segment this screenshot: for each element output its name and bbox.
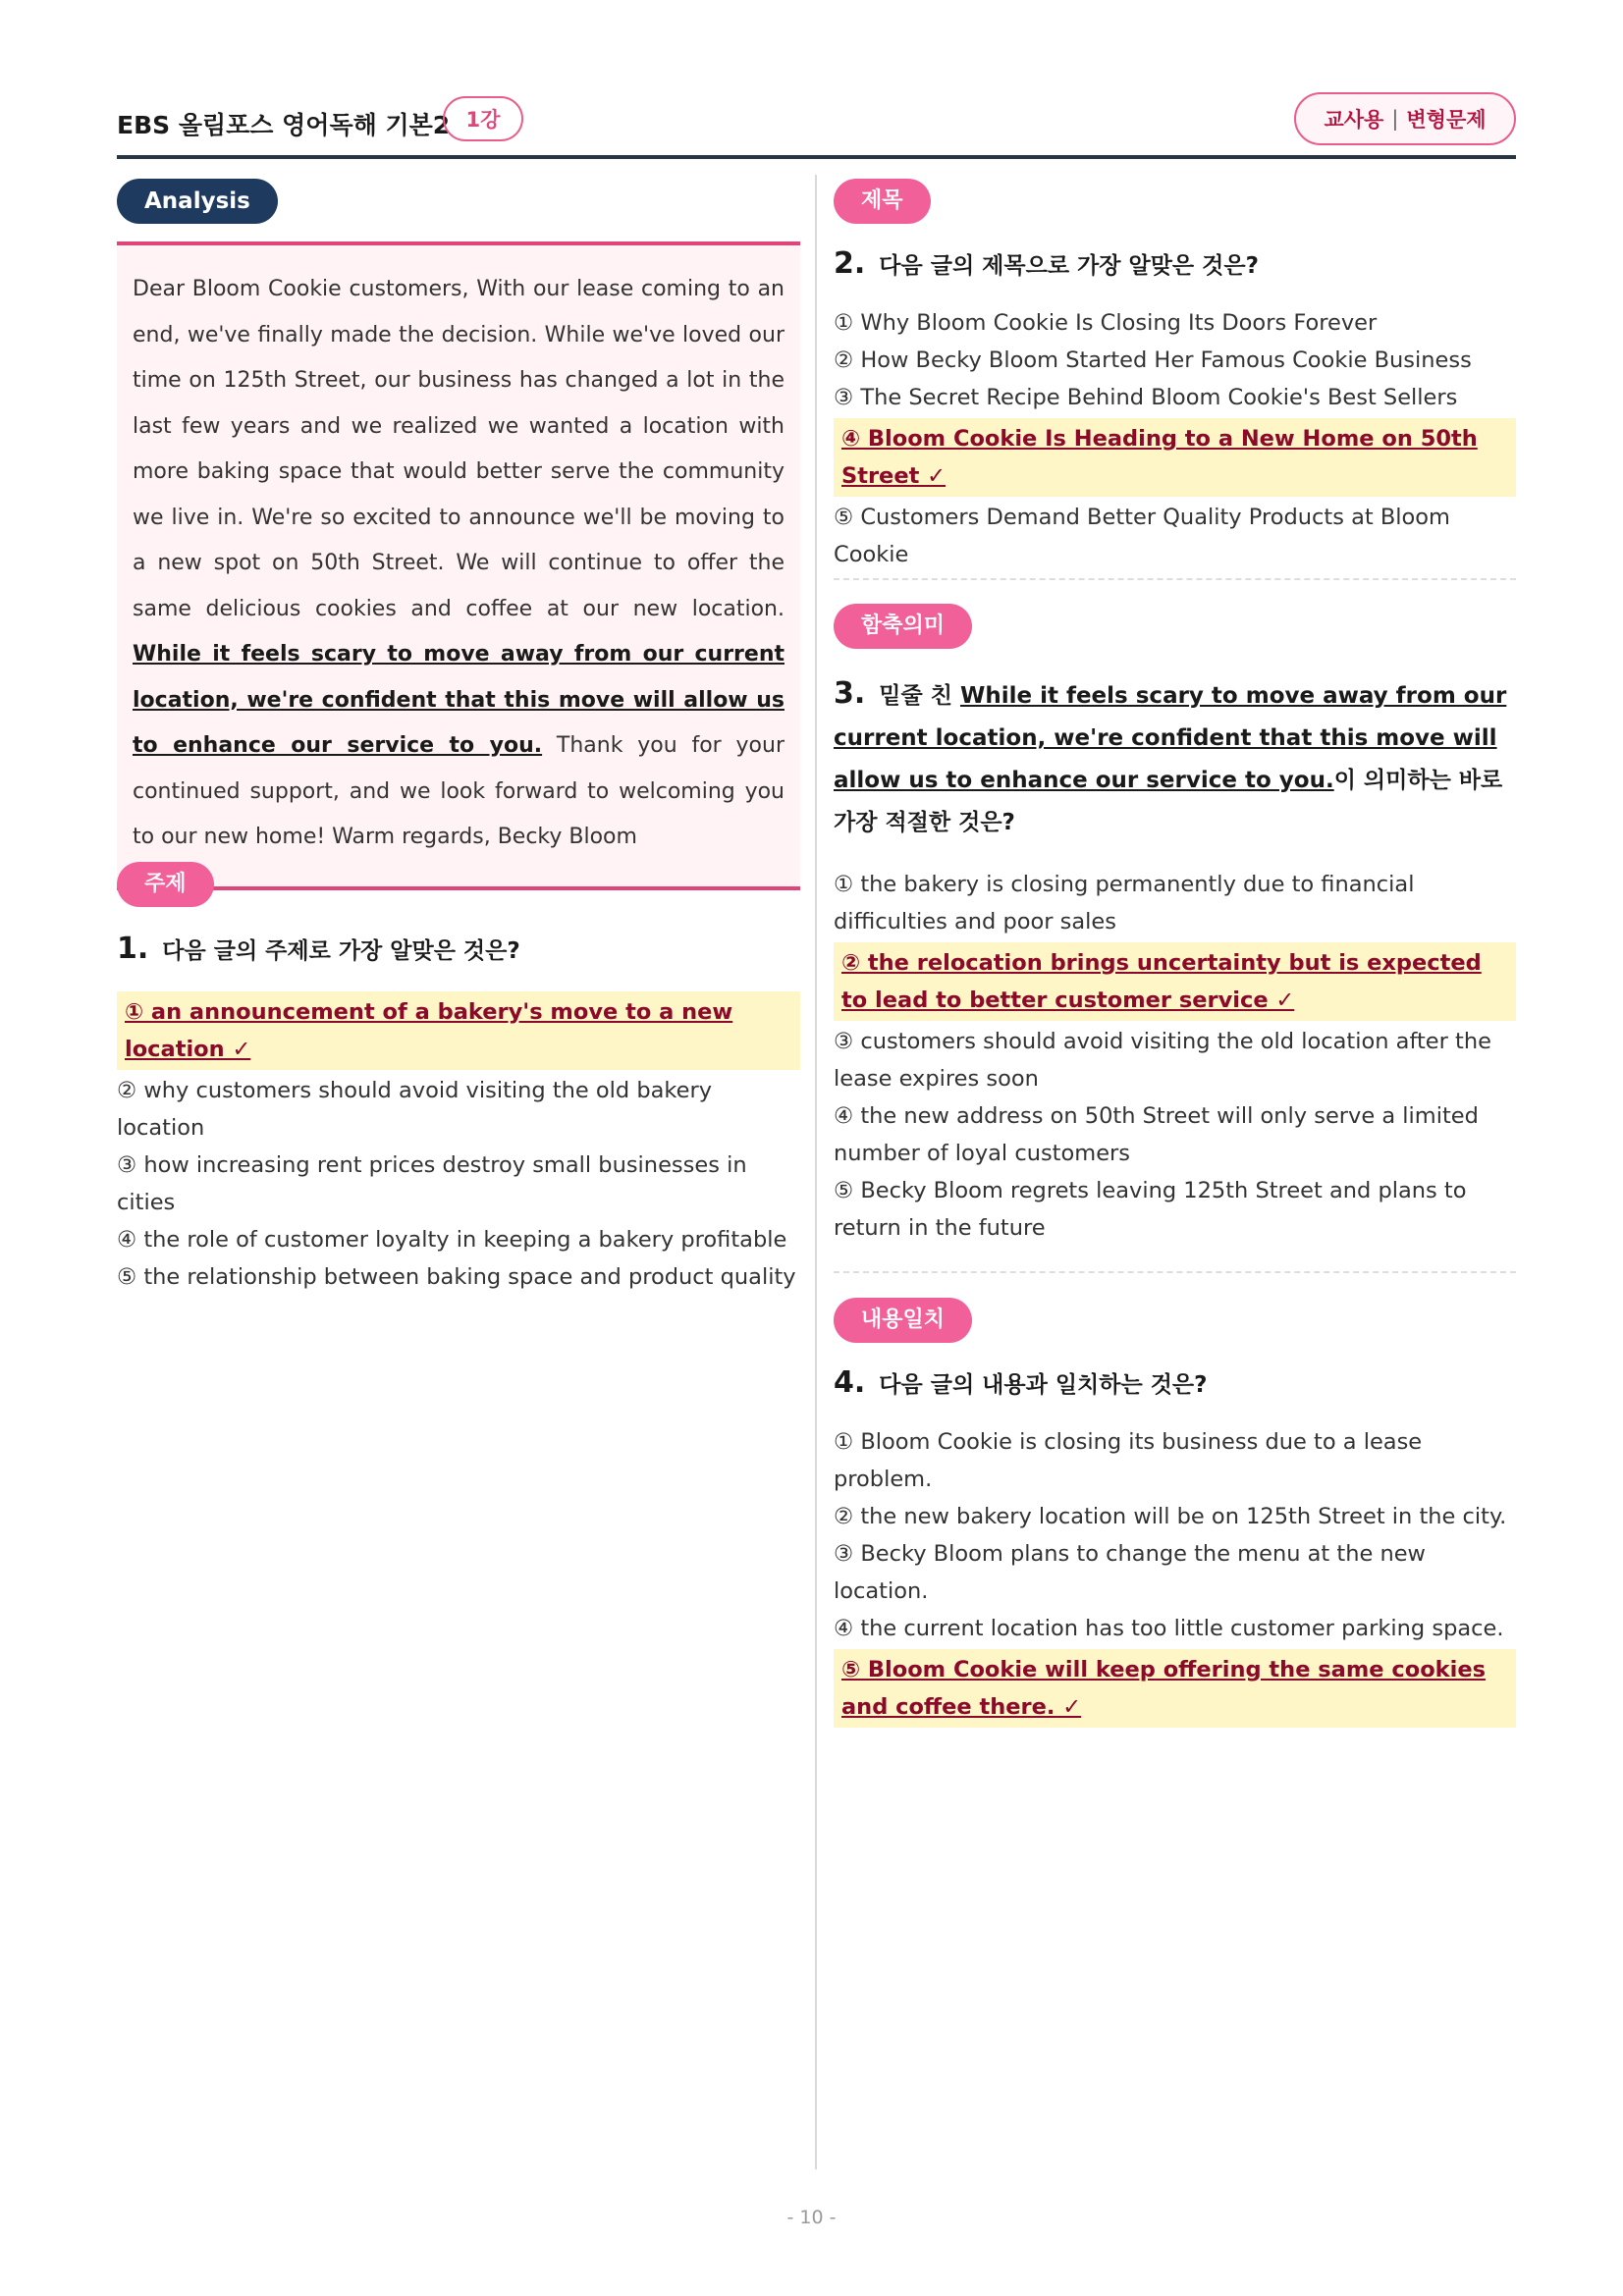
choice: ⑤ the relationship between baking space and product quality: [117, 1264, 796, 1290]
choice: ③ The Secret Recipe Behind Bloom Cookie's Best Sellers: [834, 385, 1458, 410]
question-text: 다음 글의 내용과 일치하는 것은?: [879, 1372, 1208, 1398]
question-1: [117, 862, 800, 1296]
book-title: EBS 올림포스 영어독해 기본2: [117, 111, 451, 139]
choice: ② How Becky Bloom Started Her Famous Cookie Business: [834, 347, 1472, 373]
question-tag: 주제: [117, 862, 214, 907]
choice-correct: ② the relocation brings uncertainty but is expected to lead to better customer service ✓: [834, 942, 1516, 1021]
choice-list: [834, 1423, 1516, 1728]
choice: ② why customers should avoid visiting the old bakery location: [117, 1078, 713, 1141]
edition-label: 교사용: [1324, 108, 1384, 132]
edition-badge: [1294, 92, 1516, 145]
question-text-post: 이 의미하는 바로 가장 적절한 것은?: [834, 768, 1503, 835]
column-divider: [815, 175, 817, 2169]
question-heading: [834, 1366, 1516, 1402]
choice-list: [834, 304, 1516, 573]
edition-type: 변형문제: [1406, 108, 1487, 132]
choice: ④ the new address on 50th Street will only serve a limited number of loyal customers: [834, 1103, 1479, 1166]
question-number: 3.: [834, 676, 866, 711]
question-heading: [834, 247, 1516, 283]
question-4: [834, 1298, 1516, 1730]
section-divider: [834, 578, 1516, 580]
choice: ① the bakery is closing permanently due to financial difficulties and poor sales: [834, 872, 1415, 934]
question-tag: 제목: [834, 179, 931, 224]
section-divider: [834, 1271, 1516, 1273]
choice-list: [834, 866, 1516, 1247]
choice-correct: ① an announcement of a bakery's move to a new location ✓: [117, 991, 800, 1070]
choice: ① Bloom Cookie is closing its business due to a lease problem.: [834, 1429, 1423, 1492]
question-heading: [834, 672, 1516, 844]
question-number: 2.: [834, 246, 866, 281]
question-heading: [117, 933, 800, 968]
choice: ③ Becky Bloom plans to change the menu at the new location.: [834, 1541, 1426, 1604]
question-2: [834, 179, 1516, 573]
choice: ③ how increasing rent prices destroy small businesses in cities: [117, 1152, 747, 1215]
question-number: 1.: [117, 932, 149, 966]
question-3: [834, 604, 1516, 1247]
passage-box: [117, 241, 800, 890]
choice: ④ the current location has too little customer parking space.: [834, 1616, 1504, 1641]
choice-list: [117, 991, 800, 1296]
analysis-section: [117, 179, 800, 890]
choice: ① Why Bloom Cookie Is Closing Its Doors Forever: [834, 310, 1378, 336]
edition-separator: |: [1391, 107, 1399, 131]
choice: ③ customers should avoid visiting the old location after the lease expires soon: [834, 1029, 1491, 1092]
choice: ⑤ Customers Demand Better Quality Products at Bloom Cookie: [834, 505, 1450, 567]
page-number: - 10 -: [786, 2207, 837, 2228]
question-number: 4.: [834, 1365, 866, 1400]
passage-underlined-sentence: While it feels scary to move away from our current location, we're confident that this move will allow us to enhance our service to you.: [133, 642, 784, 758]
choice-correct: ④ Bloom Cookie Is Heading to a New Home on 50th Street ✓: [834, 418, 1516, 497]
question-text-pre: 밑줄 친: [879, 683, 960, 709]
page-header: [117, 90, 1516, 159]
choice: ② the new bakery location will be on 125th Street in the city.: [834, 1504, 1507, 1529]
question-tag: 함축의미: [834, 604, 972, 649]
question-tag: 내용일치: [834, 1298, 972, 1343]
lesson-badge: 1강: [443, 96, 523, 141]
passage-text-post: Thank you for your continued support, and we look forward to welcoming you to our new home! Warm regards, Becky Bloom: [133, 733, 784, 849]
header-divider: [117, 155, 1516, 159]
choice: ⑤ Becky Bloom regrets leaving 125th Street and plans to return in the future: [834, 1178, 1467, 1241]
choice: ④ the role of customer loyalty in keeping a bakery profitable: [117, 1227, 787, 1253]
choice-correct: ⑤ Bloom Cookie will keep offering the same cookies and coffee there. ✓: [834, 1649, 1516, 1728]
question-underlined-sentence: While it feels scary to move away from our current location, we're confident that this move will allow us to enhance our service to you.: [834, 683, 1507, 793]
analysis-label: Analysis: [117, 179, 278, 224]
question-text: 다음 글의 주제로 가장 알맞은 것은?: [162, 938, 520, 964]
question-text: 다음 글의 제목으로 가장 알맞은 것은?: [879, 253, 1259, 279]
passage-text-pre: Dear Bloom Cookie customers, With our lease coming to an end, we've finally made the decision. While we've loved our time on 125th Street, our business has changed a lot in the last few years and we realized we wanted a location with more baking space that would better serve the community we live in. We're so excited to announce we'll be moving to a new spot on 50th Street. We will continue to offer the same delicious cookies and coffee at our new location.: [133, 277, 784, 621]
